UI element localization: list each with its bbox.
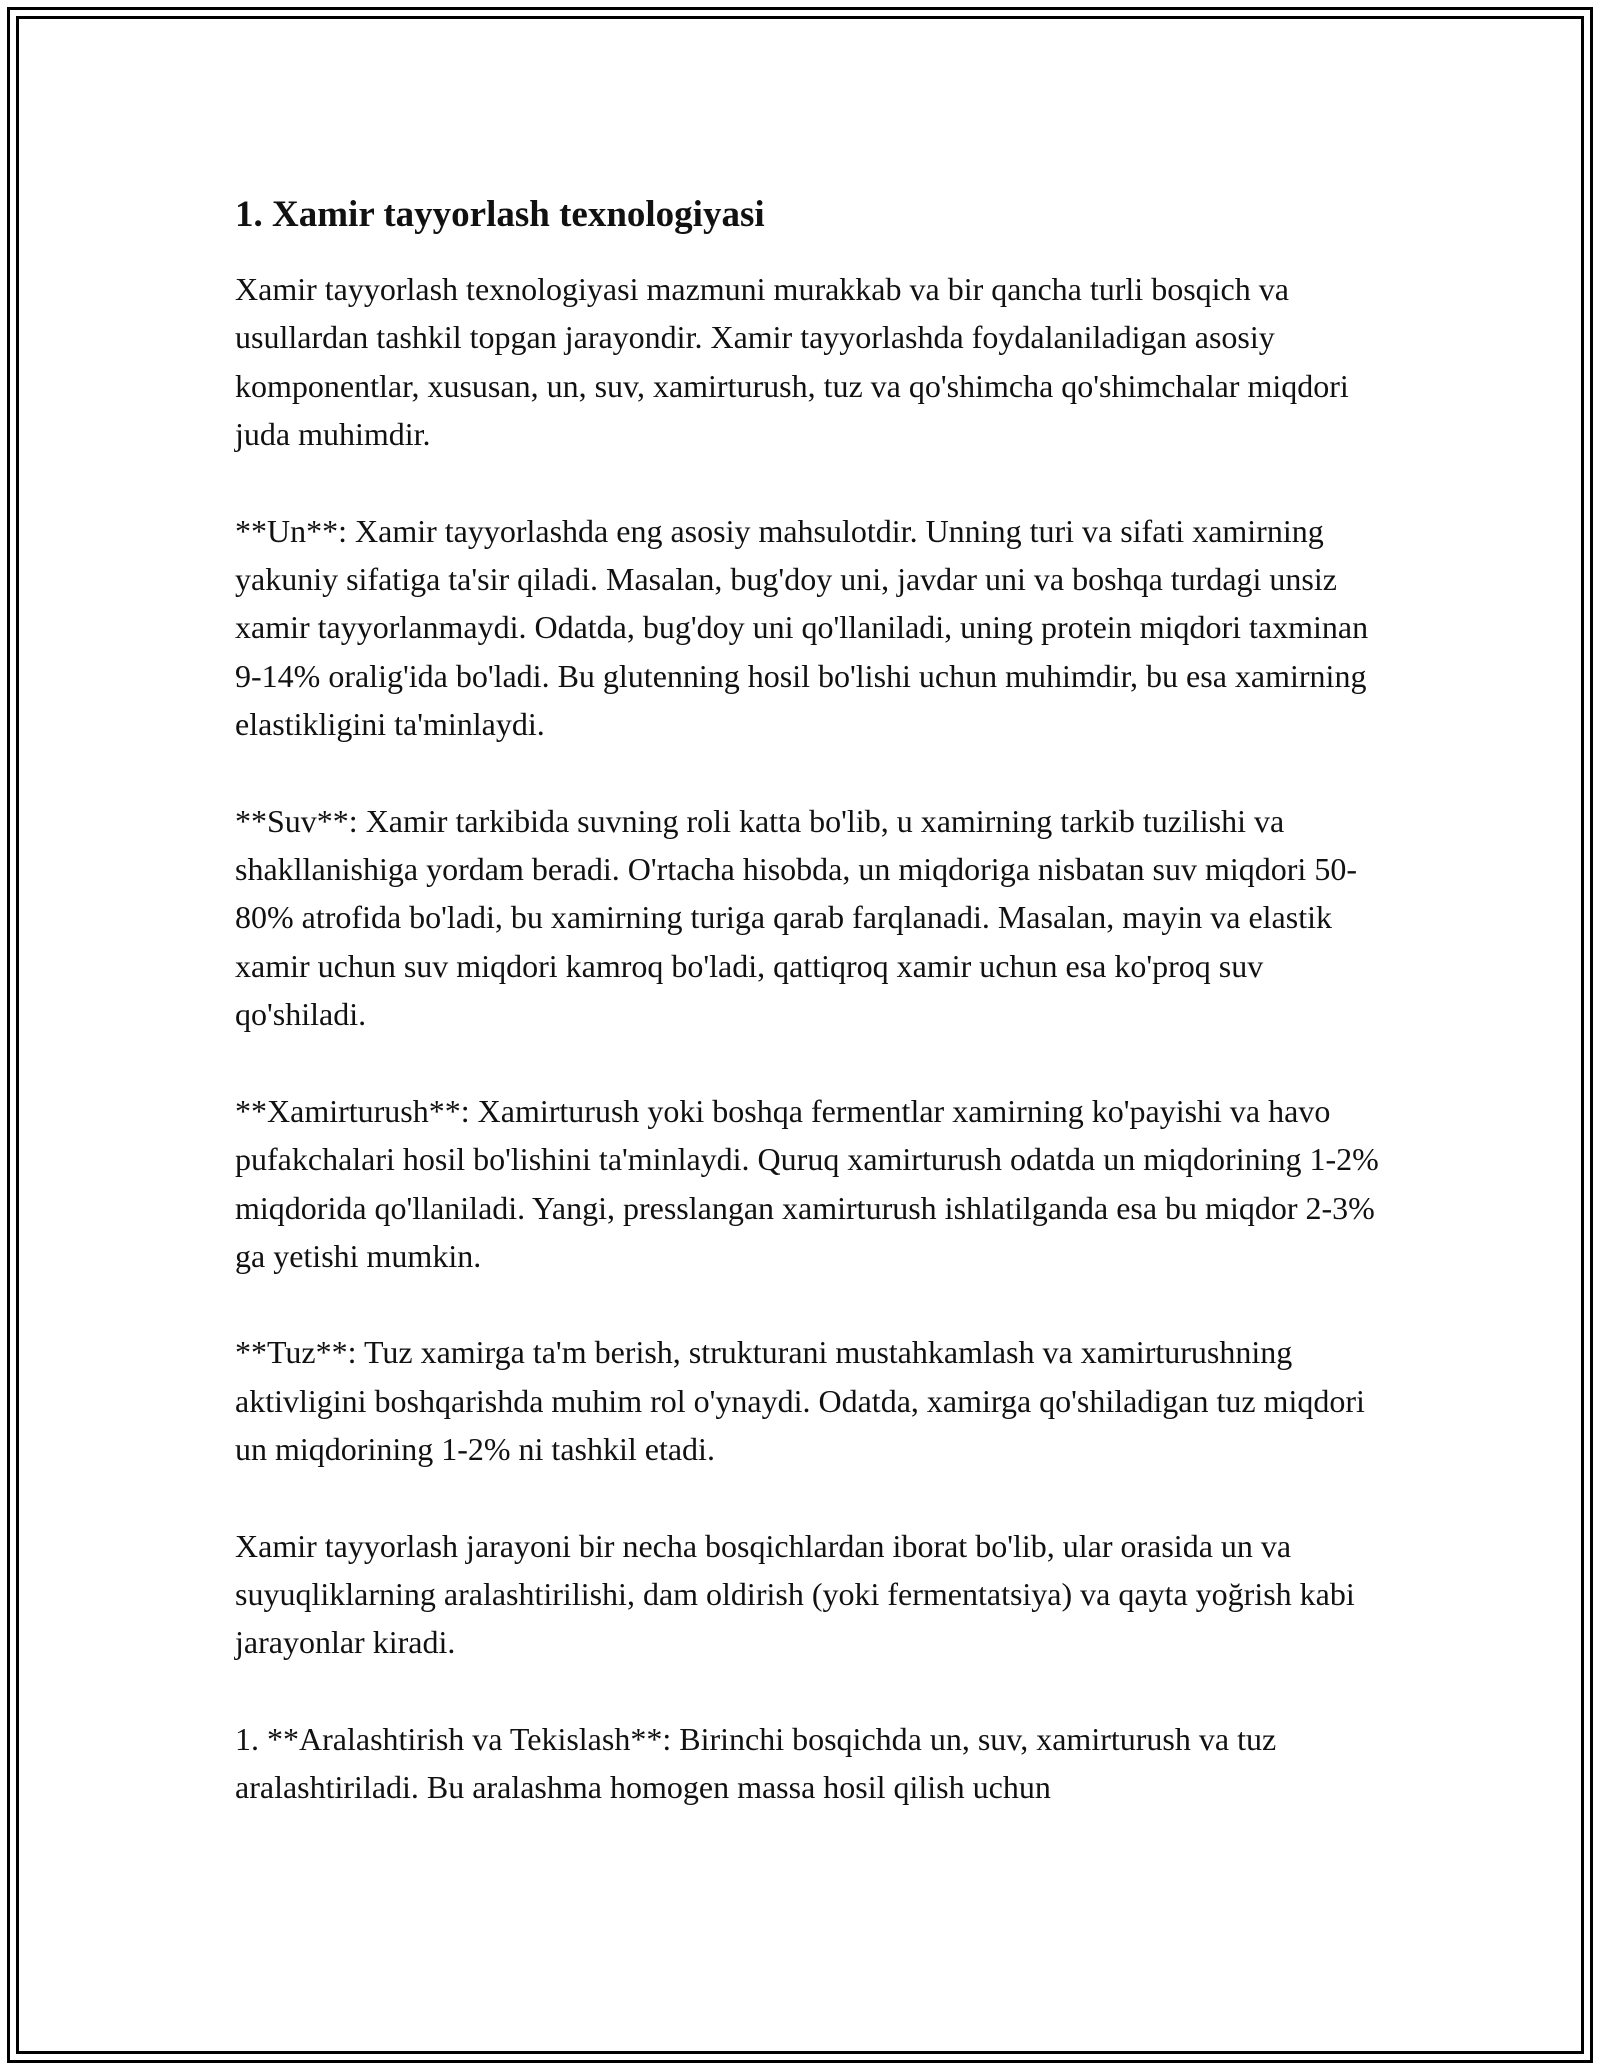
paragraph-suv: **Suv**: Xamir tarkibida suvning roli katta bo'lib, u xamirning tarkib tuzilishi va shakllanishiga yordam beradi. O'rtacha hisobda, un miqdoriga nisbatan suv miqdori 50-80% atrofida bo'ladi, bu xamirning turiga qarab farqlanadi. Masalan, mayin va elastik xamir uchun suv miqdori kamroq bo'ladi, qattiqroq xamir uchun esa ko'proq suv qo'shiladi.: [235, 802, 1357, 1033]
paragraph-step-1: 1. **Aralashtirish va Tekislash**: Birinchi bosqichda un, suv, xamirturush va tuz aralashtiriladi. Bu aralashma homogen massa hosil qilish uchun: [235, 1720, 1277, 1806]
document-title: 1. Xamir tayyorlash texnologiyasi: [235, 194, 765, 235]
paragraph-process: Xamir tayyorlash jarayoni bir necha bosqichlardan iborat bo'lib, ular orasida un va suyuqliklarning aralashtirilishi, dam oldirish (yoki fermentatsiya) va qayta yoğrish kabi jarayonlar kiradi.: [235, 1527, 1355, 1661]
paragraph-un: **Un**: Xamir tayyorlashda eng asosiy mahsulotdir. Unning turi va sifati xamirning yakuniy sifatiga ta'sir qiladi. Masalan, bug'doy uni, javdar uni va boshqa turdagi unsiz xamir tayyorlanmaydi. Odatda, bug'doy uni qo'llaniladi, uning protein miqdori taxminan 9-14% oralig'ida bo'ladi. Bu glutenning hosil bo'lishi uchun muhimdir, bu esa xamirning elastikligini ta'minlaydi.: [235, 512, 1369, 743]
paragraph-xamirturush: **Xamirturush**: Xamirturush yoki boshqa fermentlar xamirning ko'payishi va havo pufakchalari hosil bo'lishini ta'minlaydi. Quruq xamirturush odatda un miqdorining 1-2% miqdorida qo'llaniladi. Yangi, presslangan xamirturush ishlatilganda esa bu miqdor 2-3% ga yetishi mumkin.: [235, 1092, 1379, 1274]
paragraph-intro: Xamir tayyorlash texnologiyasi mazmuni murakkab va bir qancha turli bosqich va usullardan tashkil topgan jarayondir. Xamir tayyorlashda foydalaniladigan asosiy komponentlar, xususan, un, suv, xamirturush, tuz va qo'shimcha qo'shimchalar miqdori juda muhimdir.: [235, 271, 1349, 453]
document-body: [235, 185, 1385, 1812]
paragraph-tuz: **Tuz**: Tuz xamirga ta'm berish, strukturani mustahkamlash va xamirturushning aktivligini boshqarishda muhim rol o'ynaydi. Odatda, xamirga qo'shiladigan tuz miqdori un miqdorining 1-2% ni tashkil etadi.: [235, 1334, 1365, 1468]
